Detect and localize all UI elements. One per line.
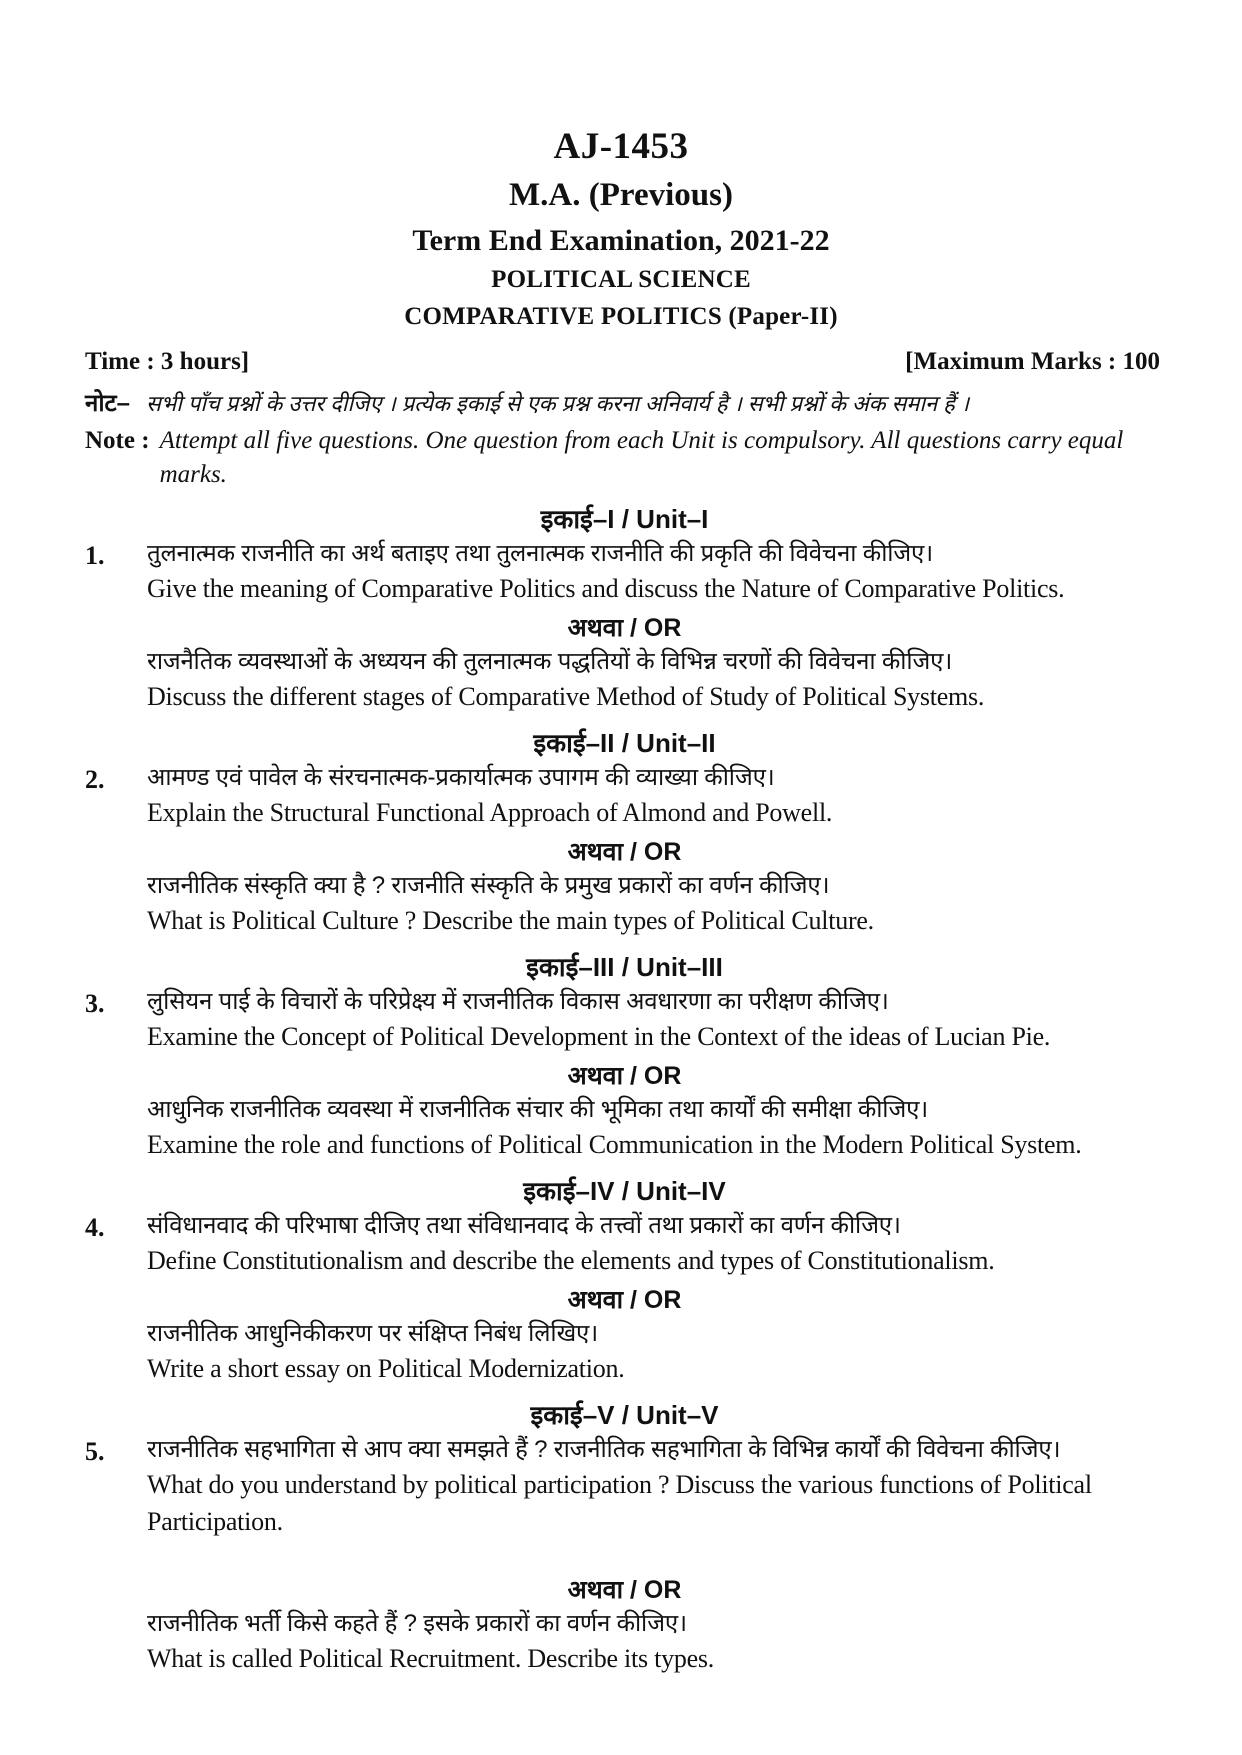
question-1 <box>85 537 1164 607</box>
maximum-marks: [Maximum Marks : 100 <box>905 347 1160 375</box>
note-hindi-label: नोट– <box>85 389 130 417</box>
question-5 <box>85 1433 1164 1540</box>
unit-heading-3-text: इकाई–III / Unit–III <box>526 952 723 983</box>
unit-heading-2-text: इकाई–II / Unit–II <box>533 728 716 759</box>
question-2-english: Explain the Structural Functional Approach of Almond and Powell. <box>147 798 833 828</box>
paper-code: AJ-1453 <box>553 126 689 167</box>
question-2 <box>85 761 1164 831</box>
unit-heading-4-text: इकाई–IV / Unit–IV <box>523 1176 726 1207</box>
time-allowed: Time : 3 hours] <box>85 347 250 375</box>
unit-heading-1-text: इकाई–I / Unit–I <box>540 504 709 535</box>
questions-area <box>0 500 1242 1677</box>
note-english-label: Note : <box>85 426 150 454</box>
question-4-alternative <box>85 1317 1164 1387</box>
question-5-hindi: राजनीतिक सहभागिता से आप क्या समझते हैं ? राजनीतिक सहभागिता के विभिन्न कार्यों की विवेचना कीजिए। <box>147 1436 1061 1464</box>
or-separator-2 <box>85 834 1164 868</box>
unit-heading-3 <box>85 948 1164 984</box>
or-separator-3-text: अथवा / OR <box>567 1061 682 1090</box>
question-5-english: What do you understand by political participation ? Discuss the various functions of Political Participation. <box>147 1470 1092 1536</box>
note-block <box>0 386 1242 492</box>
question-3-english: Examine the Concept of Political Development in the Context of the ideas of Lucian Pie. <box>147 1022 1051 1052</box>
note-hindi-text: सभी पाँच प्रश्नों के उत्तर दीजिए । प्रत्येक इकाई से एक प्रश्न करना अनिवार्य है । सभी प्रश्नों के अंक समान हैं । <box>145 390 969 416</box>
or-separator-1-text: अथवा / OR <box>567 613 682 642</box>
or-separator-5 <box>85 1572 1164 1606</box>
question-3 <box>85 985 1164 1055</box>
question-4-english: Define Constitutionalism and describe the elements and types of Constitutionalism. <box>147 1246 995 1276</box>
note-english-text: Attempt all five questions. One question from each Unit is compulsory. All questions carry equal marks. <box>159 426 1124 488</box>
paper-header <box>0 0 1242 332</box>
question-2-hindi: आमण्ड एवं पावेल के संरचनात्मक-प्रकार्यात्मक उपागम की व्याख्या कीजिए। <box>147 764 775 792</box>
question-4-number: 4. <box>85 1213 105 1243</box>
question-1-alt-hindi: राजनैतिक व्यवस्थाओं के अध्ययन की तुलनात्मक पद्धतियों के विभिन्न चरणों की विवेचना कीजिए। <box>147 647 953 675</box>
question-1-alternative <box>85 645 1164 715</box>
question-5-number: 5. <box>85 1437 105 1467</box>
question-3-alternative <box>85 1093 1164 1163</box>
examination-title: Term End Examination, 2021-22 <box>412 223 830 257</box>
spacer <box>85 1540 1164 1570</box>
question-2-alternative <box>85 869 1164 939</box>
question-1-hindi: तुलनात्मक राजनीति का अर्थ बताइए तथा तुलनात्मक राजनीति की प्रकृति की विवेचना कीजिए। <box>147 540 933 568</box>
time-marks-row <box>0 348 1242 376</box>
question-2-alt-hindi: राजनीतिक संस्कृति क्या है ? राजनीति संस्कृति के प्रमुख प्रकारों का वर्णन कीजिए। <box>147 871 830 899</box>
question-4-alt-english: Write a short essay on Political Modernization. <box>147 1353 625 1383</box>
or-separator-4 <box>85 1282 1164 1316</box>
subject-title: POLITICAL SCIENCE <box>491 266 751 294</box>
or-separator-5-text: अथवा / OR <box>567 1575 682 1604</box>
question-3-number: 3. <box>85 989 105 1019</box>
or-separator-1 <box>85 610 1164 644</box>
question-1-english: Give the meaning of Comparative Politics and discuss the Nature of Comparative Politics. <box>147 574 1065 604</box>
question-2-number: 2. <box>85 765 105 795</box>
question-5-alternative <box>85 1607 1164 1677</box>
or-separator-4-text: अथवा / OR <box>567 1285 682 1314</box>
degree-title: M.A. (Previous) <box>509 176 733 213</box>
question-4-alt-hindi: राजनीतिक आधुनिकीकरण पर संक्षिप्त निबंध लिखिए। <box>147 1319 598 1347</box>
question-4-hindi: संविधानवाद की परिभाषा दीजिए तथा संविधानवाद के तत्त्वों तथा प्रकारों का वर्णन कीजिए। <box>147 1212 901 1240</box>
note-hindi <box>85 386 1162 419</box>
unit-heading-4 <box>85 1172 1164 1208</box>
question-3-alt-hindi: आधुनिक राजनीतिक व्यवस्था में राजनीतिक संचार की भूमिका तथा कार्यों की समीक्षा कीजिए। <box>147 1095 929 1123</box>
paper-title: COMPARATIVE POLITICS (Paper-II) <box>404 302 838 330</box>
note-english <box>85 424 1162 492</box>
unit-heading-1 <box>85 500 1164 536</box>
or-separator-2-text: अथवा / OR <box>567 837 682 866</box>
unit-heading-5-text: इकाई–V / Unit–V <box>530 1400 719 1431</box>
question-3-hindi: लुसियन पाई के विचारों के परिप्रेक्ष्य में राजनीतिक विकास अवधारणा का परीक्षण कीजिए। <box>147 988 889 1016</box>
question-1-number: 1. <box>85 541 105 571</box>
question-5-alt-hindi: राजनीतिक भर्ती किसे कहते हैं ? इसके प्रकारों का वर्णन कीजिए। <box>147 1609 687 1637</box>
question-1-alt-english: Discuss the different stages of Comparative Method of Study of Political Systems. <box>147 681 985 711</box>
unit-heading-5 <box>85 1396 1164 1432</box>
question-5-alt-english: What is called Political Recruitment. Describe its types. <box>147 1643 714 1673</box>
question-2-alt-english: What is Political Culture ? Describe the main types of Political Culture. <box>147 905 874 935</box>
question-3-alt-english: Examine the role and functions of Political Communication in the Modern Political System. <box>147 1129 1082 1159</box>
or-separator-3 <box>85 1058 1164 1092</box>
unit-heading-2 <box>85 724 1164 760</box>
question-4 <box>85 1209 1164 1279</box>
